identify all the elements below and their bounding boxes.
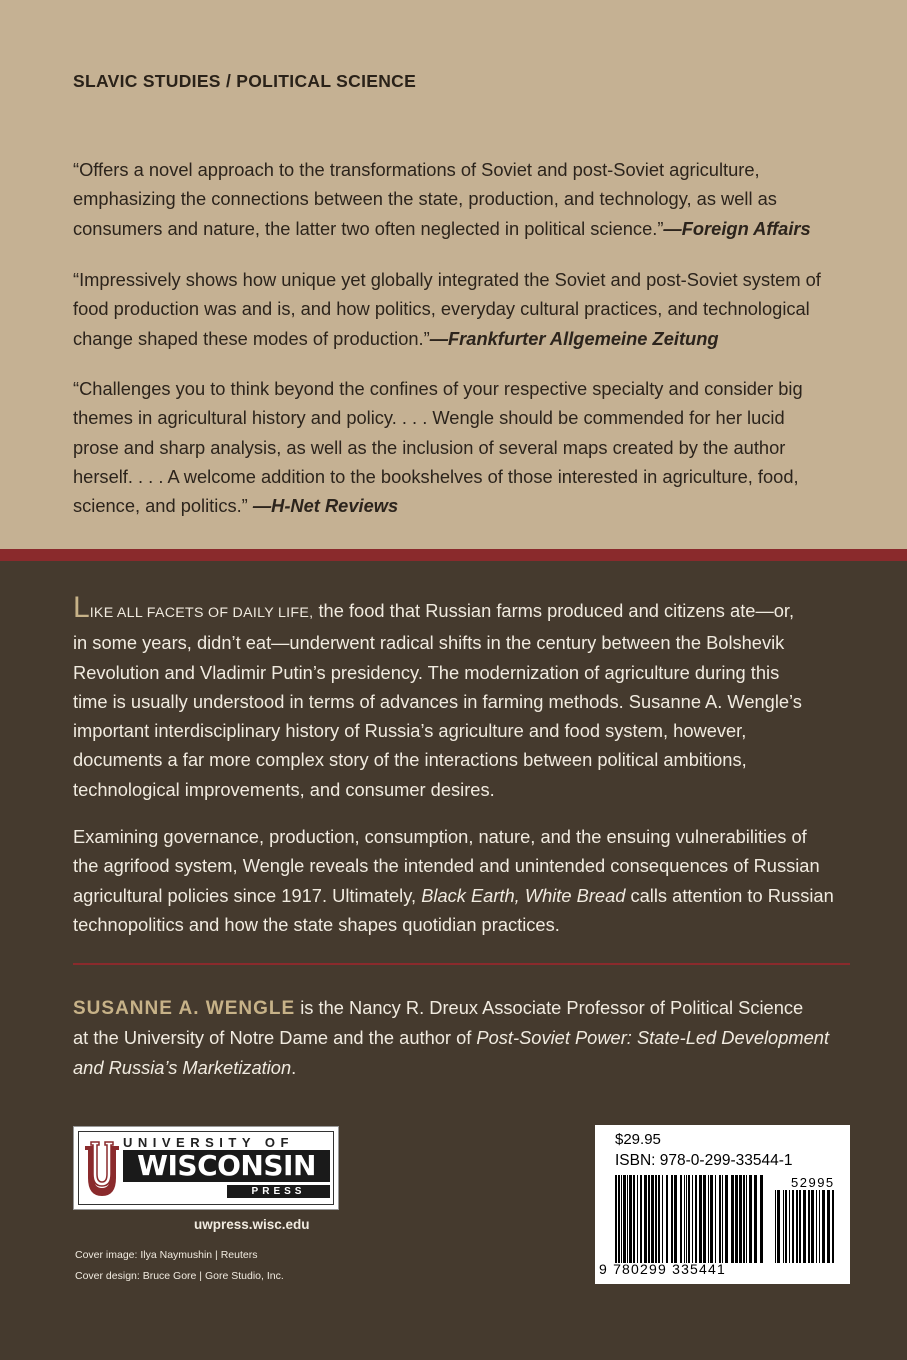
barcode-bar — [692, 1175, 693, 1263]
book-description-p2 — [73, 822, 863, 939]
isbn-barcode — [615, 1175, 765, 1265]
barcode-bar — [819, 1190, 820, 1263]
logo-wisconsin-text: WISCONSIN — [123, 1150, 330, 1182]
barcode-bar — [792, 1190, 794, 1263]
barcode-bar — [832, 1190, 834, 1263]
review-quote-1 — [73, 155, 843, 243]
desc-line: Revolution and Vladimir Putin’s presidency. The modernization of agriculture during this — [73, 661, 780, 683]
barcode-bar — [703, 1175, 706, 1263]
barcode-bar — [731, 1175, 734, 1263]
isbn-label: ISBN: 978-0-299-33544-1 — [615, 1152, 793, 1169]
barcode-bar — [803, 1190, 806, 1263]
barcode-bar — [785, 1190, 787, 1263]
quote-source: —Foreign Affairs — [663, 217, 811, 239]
barcode-bar — [655, 1175, 657, 1263]
barcode-bar — [822, 1190, 825, 1263]
barcode-bar — [725, 1175, 728, 1263]
barcode-bar — [719, 1175, 721, 1263]
barcode-bar — [735, 1175, 738, 1263]
barcode-bar — [623, 1175, 626, 1263]
drop-cap: L — [73, 591, 90, 624]
quote-line: herself. . . . A welcome addition to the bookshelves of those interested in agriculture, food, — [73, 465, 799, 487]
desc-line: documents a far more complex story of the interactions between political ambitions, — [73, 749, 747, 771]
publisher-logo — [73, 1126, 339, 1210]
barcode-panel — [595, 1125, 850, 1284]
barcode-bar — [615, 1175, 617, 1263]
publisher-url: uwpress.wisc.edu — [194, 1217, 310, 1232]
barcode-bar — [789, 1190, 790, 1263]
barcode-bar — [633, 1175, 635, 1263]
quote-line: “Offers a novel approach to the transformations of Soviet and post-Soviet agriculture, — [73, 159, 760, 180]
barcode-bar — [808, 1190, 810, 1263]
barcode-bar — [722, 1175, 723, 1263]
quote-line: consumers and nature, the latter two often neglected in political science.”—Foreign Affairs — [73, 217, 811, 239]
quote-line: themes in agricultural history and policy. . . . Wengle should be commended for her lucid — [73, 407, 785, 429]
cover-design-credit: Cover design: Bruce Gore | Gore Studio, Inc. — [75, 1270, 284, 1282]
barcode-bar — [629, 1175, 632, 1263]
desc-line: technopolitics and how the state shapes quotidian practices. — [73, 913, 560, 935]
desc-line: Examining governance, production, consumption, nature, and the ensuing vulnerabilities of — [73, 826, 807, 847]
barcode-bar — [618, 1175, 620, 1263]
addon-digits: 52995 — [791, 1175, 835, 1190]
section-rule — [73, 963, 850, 965]
divider-bar — [0, 549, 907, 561]
bio-line: and Russia’s Marketization. — [73, 1056, 297, 1078]
barcode-bar — [783, 1190, 784, 1263]
barcode-bar — [648, 1175, 650, 1263]
bio-line: at the University of Notre Dame and the author of Post-Soviet Power: State-Led Development — [73, 1027, 830, 1049]
logo-press-text: PRESS — [227, 1185, 330, 1198]
barcode-bar — [743, 1175, 745, 1263]
barcode-bar — [746, 1175, 747, 1263]
desc-line: technological improvements, and consumer desires. — [73, 778, 495, 800]
author-bio — [73, 993, 863, 1082]
uw-crest-icon — [83, 1138, 121, 1202]
barcode-bar — [666, 1175, 668, 1263]
barcode-bar — [684, 1175, 685, 1263]
barcode-bar — [739, 1175, 742, 1263]
quote-source: —H-Net Reviews — [252, 495, 399, 517]
quote-source: —Frankfurter Allgemeine Zeitung — [429, 327, 719, 349]
desc-line: LIKE ALL FACETS OF DAILY LIFE, the food that Russian farms produced and citizens ate—or, — [73, 591, 795, 624]
bio-line: SUSANNE A. WENGLE is the Nancy R. Dreux Associate Professor of Political Science — [73, 997, 804, 1019]
price-label: $29.95 — [615, 1131, 661, 1148]
barcode-bar — [699, 1175, 702, 1263]
barcode-bar — [671, 1175, 673, 1263]
barcode-bar — [796, 1190, 798, 1263]
barcode-bar — [710, 1175, 713, 1263]
quote-line: change shaped these modes of production.”—Frankfurter Allgemeine Zeitung — [73, 327, 719, 349]
quote-line: food production was and is, and how politics, everyday cultural practices, and technological — [73, 298, 810, 320]
barcode-bar — [640, 1175, 642, 1263]
barcode-bar — [708, 1175, 709, 1263]
quote-line: prose and sharp analysis, as well as the inclusion of several maps created by the author — [73, 436, 786, 458]
barcode-bar — [816, 1190, 817, 1263]
book-description-p1 — [73, 591, 863, 804]
barcode-bar — [651, 1175, 654, 1263]
barcode-bar — [686, 1175, 687, 1263]
barcode-bar — [775, 1190, 776, 1263]
barcode-bar — [760, 1175, 763, 1263]
review-quote-2 — [73, 265, 843, 353]
barcode-bar — [754, 1175, 757, 1263]
desc-line: in some years, didn’t eat—underwent radical shifts in the century between the Bolshevik — [73, 632, 785, 654]
barcode-bar — [811, 1190, 814, 1263]
barcode-bar — [658, 1175, 660, 1263]
desc-line: agricultural policies since 1917. Ultimately, Black Earth, White Bread calls attention to Russian — [73, 884, 834, 906]
barcode-bar — [799, 1190, 801, 1263]
barcode-bar — [749, 1175, 752, 1263]
barcode-bar — [644, 1175, 647, 1263]
logo-university-text: UNIVERSITY OF — [123, 1135, 294, 1150]
quote-line: emphasizing the connections between the state, production, and technology, as well as — [73, 188, 777, 210]
barcode-digits: 9 780299 335441 — [599, 1261, 726, 1277]
quote-line: “Challenges you to think beyond the confines of your respective specialty and consider big — [73, 378, 803, 399]
category-label: SLAVIC STUDIES / POLITICAL SCIENCE — [73, 71, 417, 91]
addon-barcode — [775, 1190, 837, 1265]
quote-line: “Impressively shows how unique yet globally integrated the Soviet and post-Soviet system of — [73, 269, 821, 290]
barcode-bar — [674, 1175, 677, 1263]
barcode-bar — [637, 1175, 638, 1263]
barcode-bar — [777, 1190, 780, 1263]
desc-line: the agrifood system, Wengle reveals the intended and unintended consequences of Russian — [73, 855, 820, 877]
smallcaps-lead: IKE ALL FACETS OF DAILY LIFE, — [89, 605, 314, 621]
barcode-bar — [827, 1190, 830, 1263]
author-name: SUSANNE A. WENGLE — [73, 998, 296, 1019]
cover-image-credit: Cover image: Ilya Naymushin | Reuters — [75, 1249, 258, 1261]
barcode-bar — [688, 1175, 690, 1263]
barcode-bar — [715, 1175, 716, 1263]
barcode-bar — [662, 1175, 663, 1263]
barcode-bar — [695, 1175, 697, 1263]
desc-line: important interdisciplinary history of Russia’s agriculture and food system, however, — [73, 720, 747, 742]
barcode-bar — [627, 1175, 628, 1263]
review-quote-3 — [73, 374, 843, 520]
book-title: Black Earth, White Bread — [421, 884, 626, 906]
barcode-bar — [621, 1175, 622, 1263]
barcode-bar — [680, 1175, 682, 1263]
desc-line: time is usually understood in terms of advances in farming methods. Susanne A. Wengle’s — [73, 690, 802, 712]
quote-line: science, and politics.” —H-Net Reviews — [73, 495, 399, 517]
